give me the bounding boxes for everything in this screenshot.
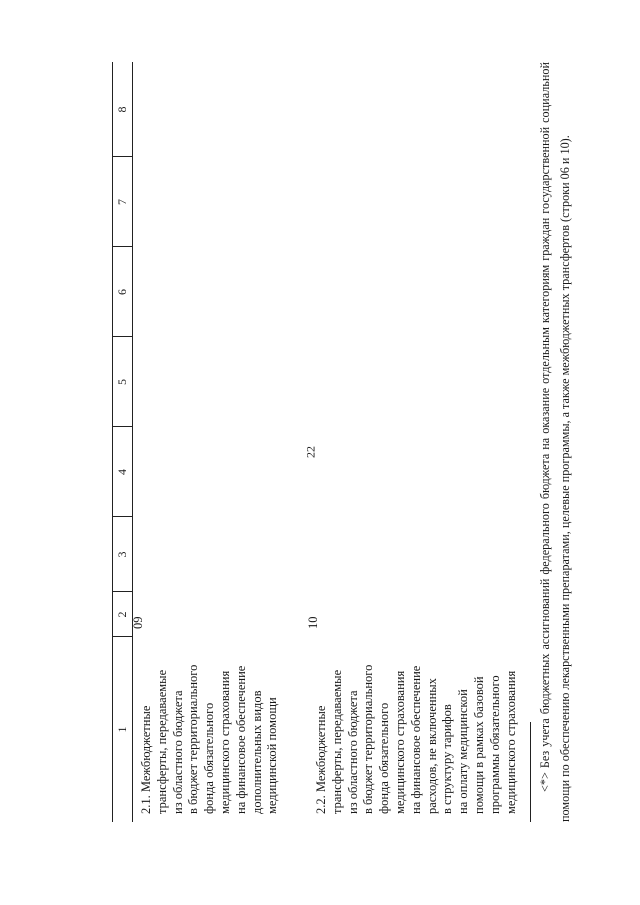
column-header-8: 8 — [115, 106, 129, 113]
column-header-2: 2 — [115, 611, 129, 618]
rotated-page-content — [112, 62, 608, 822]
column-header-1: 1 — [115, 726, 129, 733]
row-code-2-2: 10 — [306, 616, 320, 629]
column-header-7: 7 — [115, 199, 129, 205]
data-table — [112, 62, 522, 822]
row-name-2-1: 2.1. Межбюджетные трансферты, передаваемые из областного бюджета в бюджет территориального фонда обязательного медицинского страхования на финансовое обеспечение дополнительных видов медицинской помощи — [139, 664, 280, 814]
row-code-2-1: 09 — [131, 616, 145, 629]
footnote-separator — [530, 722, 531, 822]
column-header-3: 3 — [115, 551, 129, 558]
column-header-6: 6 — [115, 289, 129, 295]
table-header-border — [132, 62, 133, 822]
footnote-text: <*> Без учета бюджетных ассигнований федерального бюджета на оказание отдельным категориям граждан государственной социальной помощи по обеспечению лекарственными препаратами, целевые программы, а также межбюджетных трансфертов (строки 06 и 10). — [538, 62, 572, 822]
row-name-2-2: 2.2. Межбюджетные трансферты, передаваемые из областного бюджета в бюджет территориального фонда обязательного медицинского страхования на финансовое обеспечение расходов, не включенных в структуру тарифов на оплату медицинской помощи в рамках базовой программы обязательного медицинского страхования — [314, 664, 518, 814]
page-number: 22 — [303, 446, 318, 458]
column-header-4: 4 — [115, 469, 129, 475]
column-header-5: 5 — [115, 379, 129, 385]
